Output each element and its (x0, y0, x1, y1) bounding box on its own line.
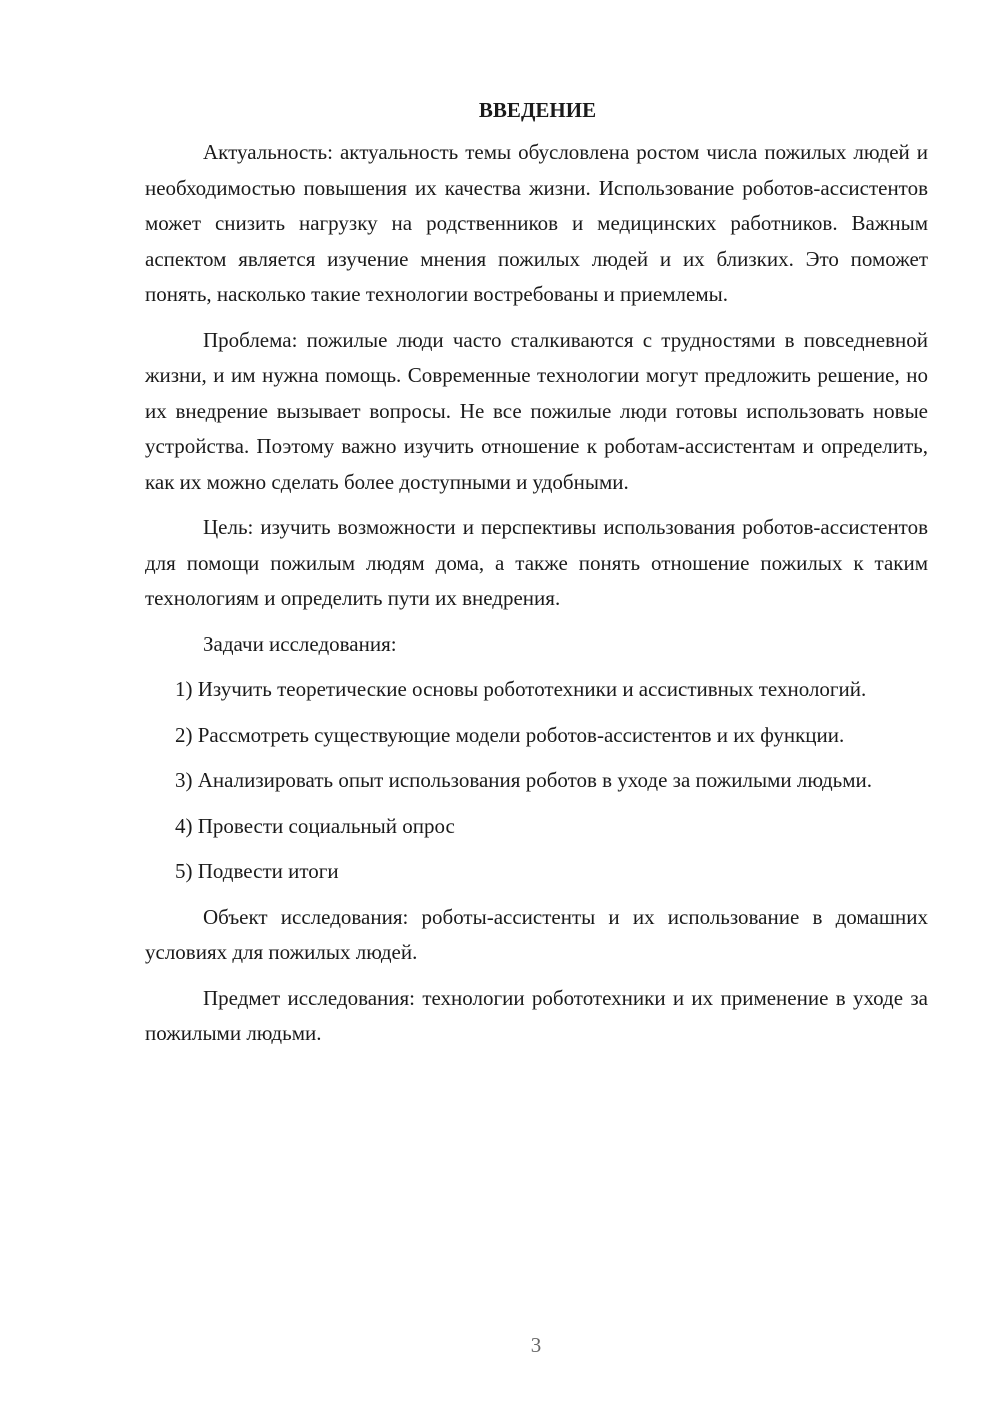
object-paragraph: Объект исследования: роботы-ассистенты и их использование в домашних условиях для пожилых людей. (145, 904, 928, 964)
tasks-list (145, 672, 928, 890)
problem-paragraph: Проблема: пожилые люди часто сталкиваются с трудностями в повседневной жизни, и им нужна помощь. Современные технологии могут предложить решение, но их внедрение вызывает вопросы. Не все пожилые люди готовы использовать новые устройства. Поэтому важно изучить отношение к роботам-ассистентам и определить, как их можно сделать более доступными и удобными. (145, 327, 928, 494)
document-page (145, 94, 928, 1052)
page-number: 3 (530, 1333, 542, 1357)
page-title: ВВЕДЕНИЕ (478, 98, 597, 122)
task-item-4: 4) Провести социальный опрос (175, 813, 455, 838)
goal-paragraph: Цель: изучить возможности и перспективы использования роботов-ассистентов для помощи пожилым людям дома, а также понять отношение пожилых к таким технологиям и определить пути их внедрения. (145, 515, 928, 610)
task-item-3: 3) Анализировать опыт использования роботов в уходе за пожилыми людьми. (175, 768, 873, 792)
task-item-2: 2) Рассмотреть существующие модели роботов-ассистентов и их функции. (175, 722, 845, 747)
task-item-5: 5) Подвести итоги (175, 859, 339, 883)
subject-paragraph: Предмет исследования: технологии робототехники и их применение в уходе за пожилыми людьми. (145, 985, 928, 1045)
relevance-paragraph: Актуальность: актуальность темы обусловлена ростом числа пожилых людей и необходимостью повышения их качества жизни. Использование роботов-ассистентов может снизить нагрузку на родственников и медицинских работников. Важным аспектом является изучение мнения пожилых людей и их близких. Это поможет понять, насколько такие технологии востребованы и приемлемы. (145, 140, 928, 306)
task-item-1: 1) Изучить теоретические основы робототехники и ассистивных технологий. (175, 677, 867, 701)
tasks-heading: Задачи исследования: (203, 631, 397, 656)
